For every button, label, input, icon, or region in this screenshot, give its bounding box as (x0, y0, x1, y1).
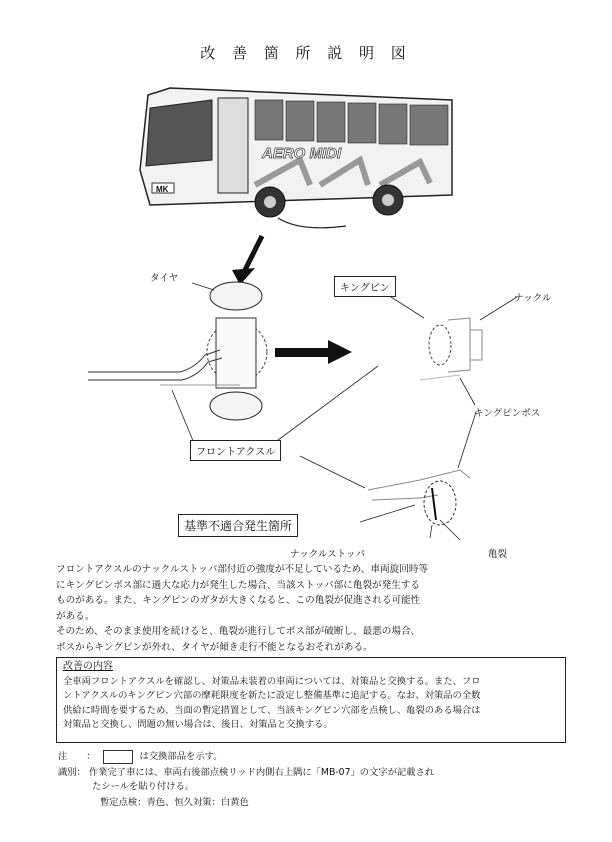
improvement-line: 対策品と交換し、問題の無い場合は、後日、対策品と交換する。 (63, 719, 333, 730)
note-colon: ： (86, 751, 96, 762)
front-axle-label: フロントアクスル (190, 440, 281, 461)
identification-colors: 暫定点検：青色、恒久対策：白黄色 (100, 797, 249, 808)
description-line: ものがある。また、キングピンのガタが大きくなると、この亀裂が促進される可能性 (56, 595, 421, 606)
description-line: にキングピンボス部に過大な応力が発生した場合、当該ストッパ部に亀裂が発生する (56, 579, 420, 591)
replacement-part-swatch (103, 750, 133, 764)
description-line: そのため、そのまま使用を続けると、亀裂が進行してボス部が破断し、最悪の場合、 (56, 626, 421, 637)
defect-location-label: 基準不適合発生箇所 (178, 514, 298, 537)
page-title: 改 善 箇 所 説 明 図 (200, 44, 412, 62)
identification-line: たシールを貼り付ける。 (92, 781, 195, 792)
kingpin-boss-label: キングピンボス (474, 408, 541, 419)
crack-label: 亀裂 (488, 549, 508, 560)
front-axle-drawing (88, 282, 267, 420)
note-row (58, 748, 222, 764)
knuckle-stopper-label: ナックルストッパ (290, 549, 365, 560)
improvement-line: 全車両フロントアクスルを確認し、対策品未装着の車両については、対策品と交換する。また、フロ (63, 675, 481, 687)
svg-text:AERO MIDI: AERO MIDI (262, 145, 342, 162)
note-label: 注 (58, 751, 68, 762)
identification-line: 作業完了車には、車両右後部点検リッド内側右上隅に「MB-07」の文字が記載され (88, 767, 435, 778)
problem-description (56, 562, 566, 655)
tire-label: タイヤ (150, 273, 179, 284)
knuckle-label: ナックル (514, 293, 552, 304)
svg-text:MK: MK (156, 185, 169, 194)
identification-row (58, 764, 434, 778)
improvement-box (56, 657, 566, 743)
kingpin-label: キングピン (334, 276, 396, 297)
kingpin-knuckle-drawing (420, 318, 482, 380)
description-line: ボスからキングピンが外れ、タイヤが傾き走行不能となるおそれがある。 (56, 641, 373, 653)
improvement-title: 改善の内容 (63, 661, 113, 672)
description-line: がある。 (56, 610, 95, 622)
identification-label: 識別： (58, 767, 86, 778)
improvement-line: 供給に時間を要するため、当面の暫定措置として、当該キングピン穴部を点検し、亀裂のある場合は (63, 704, 481, 716)
bus-illustration (140, 88, 452, 217)
description-line: フロントアクスルのナックルストッパ部付近の強度が不足しているため、車両旋回時等 (56, 564, 429, 575)
note-text: は交換部品を示す。 (139, 751, 223, 762)
improvement-line: ントアクスルのキングピン穴部の摩耗限度を新たに設定し整備基準に追記する。なお、対策品の全数 (63, 690, 481, 701)
knuckle-stopper-drawing (368, 470, 470, 525)
